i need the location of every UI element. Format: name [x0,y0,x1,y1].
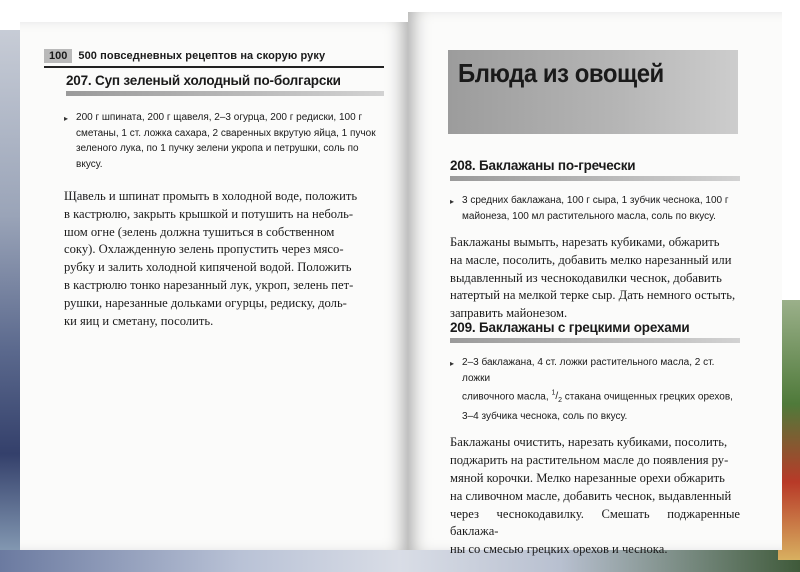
chapter-title: Блюда из овощей [458,58,664,88]
ingredients-line: 200 г шпината, 200 г щавеля, 2–3 огурца, 200 г редиски, 100 г [76,112,363,123]
instruction-line: Щавель и шпинат промыть в холодной воде, положить [64,189,358,203]
recipe-instructions [450,434,740,559]
ingredients-line: 3–4 зубчика чеснока, соль по вкусу. [462,410,628,422]
recipe-208 [450,158,740,323]
instruction-line: Баклажаны очистить, нарезать кубиками, посолить, [450,435,728,450]
ingredients-line: майонеза, 100 мл растительного масла, соль по вкусу. [462,210,716,222]
book-title: 500 повседневных рецептов на скорую руку [78,50,326,62]
ingredients-text: сливочного масла, [462,391,552,403]
recipe-instructions [64,188,384,330]
ingredients-line: зеленого лука, по 1 пучку зелени укропа и петрушки, соль по вкусу. [76,143,359,170]
recipe-title: 209. Баклажаны с грецкими орехами [450,320,690,335]
instruction-line: через чеснокодавилку. Смешать поджаренные баклажа- [450,506,740,539]
fraction-denominator: 2 [558,397,563,405]
instruction-line: рушки, нарезанные дольками огурцы, редиску, доль- [64,295,347,310]
recipe-title: 207. Суп зеленый холодный по-болгарски [66,73,341,88]
instruction-line: шом огне (зелень должна тушиться в собственном [64,224,335,239]
recipe-title: 208. Баклажаны по-гречески [450,158,636,173]
fraction-half: $^1/_2$ [551,390,563,405]
ingredients-list [64,110,384,172]
recipe-title-rule [450,338,740,343]
instruction-line: заправить майонезом. [450,306,568,321]
ingredients-line: 2–3 баклажана, 4 ст. ложки растительного масла, 2 ст. ложки [462,357,715,384]
page-number: 100 [44,49,72,63]
ingredients-list [450,193,740,224]
recipe-title-rule [66,91,384,96]
instruction-line: рубку и залить холодной кипяченой водой. Положить [64,260,352,275]
bullet-icon: ▸ [450,197,455,206]
instruction-line: на масле, посолить, добавить мелко нарезанный или [450,252,732,267]
bullet-icon: ▸ [450,359,455,368]
chapter-heading-box [448,50,738,134]
ingredients-text: стакана очищенных грецких орехов, [562,391,733,403]
instruction-line: натертый на мелкой терке сыр. Дать немного остыть, [450,288,736,303]
instruction-line: мяной корочки. Мелко нарезанные орехи обжарить [450,470,725,485]
instruction-line: ны со смесью грецких орехов и чеснока. [450,542,668,557]
ingredients-line: 3 средних баклажана, 100 г сыра, 1 зубчик чеснока, 100 г [462,195,729,206]
ingredients-line [462,386,740,409]
recipe-209 [450,320,740,559]
ingredients-list [450,355,740,424]
ingredients-line: сметаны, 1 ст. ложка сахара, 2 сваренных вкрутую яйца, 1 пучок [76,127,376,139]
instruction-line: поджарить на растительном масле до появления ру- [450,453,729,468]
instruction-line: соку). Охлажденную зелень пропустить через мясо- [64,242,344,257]
recipe-instructions [450,234,740,323]
recipe-207 [66,73,384,330]
header-rule [44,66,384,68]
fraction-numerator: 1 [551,390,556,397]
instruction-line: на сливочном масле, добавить чеснок, выдавленный [450,488,732,503]
instruction-line: выдавленный из чеснокодавилки чеснок, добавить [450,270,722,285]
recipe-title-rule [450,176,740,181]
instruction-line: в кастрюлю, закрыть крышкой и потушить на неболь- [64,206,354,221]
instruction-line: ки яиц и сметану, посолить. [64,313,214,328]
instruction-line: Баклажаны вымыть, нарезать кубиками, обжарить [450,235,720,249]
instruction-line: в кастрюлю тонко нарезанный лук, укроп, зелень пет- [64,277,354,292]
bullet-icon: ▸ [64,114,69,123]
running-header [44,47,384,65]
